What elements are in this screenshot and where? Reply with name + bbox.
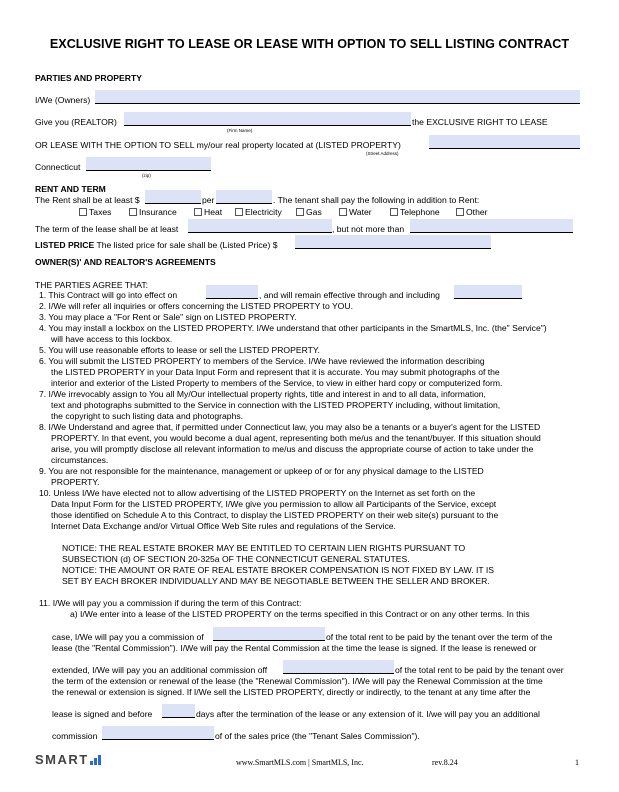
agreements-heading: OWNER(S)' AND REALTOR'S AGREEMENTS [35, 257, 216, 267]
heat-checkbox[interactable]: Heat [194, 207, 222, 217]
sale-days-field[interactable] [162, 704, 195, 718]
tenant-sales-label: commission [52, 731, 98, 741]
owners-label: I/We (Owners) [35, 95, 91, 105]
listed-property-field[interactable] [429, 135, 580, 149]
footer-website: www.SmartMLS.com | SmartMLS, Inc. [236, 758, 364, 767]
gas-checkbox[interactable]: Gas [296, 207, 322, 217]
item-7-text: 7. I/We irrevocably assign to You all My/Our intellectual property rights, title and interest in and to all data, information, [39, 389, 486, 399]
tenant-sales-text: of of the sales price (the "Tenant Sales Commission"). [215, 731, 420, 741]
listed-price-field[interactable] [295, 235, 491, 249]
tenant-sales-commission-field[interactable] [102, 726, 214, 740]
item-8-text: 8. I/We Understand and agree that, if permitted under Connecticut law, you may also be a tenants or a buyer's agent for the LISTED [39, 422, 541, 432]
item-8-cont-1: PROPERTY. In that event, you would become a dual agent, representing both me/us and the tenant/buyer. If this situation should [51, 433, 541, 443]
zip-field[interactable] [86, 157, 211, 171]
rent-period-field[interactable] [216, 190, 272, 204]
item-10-cont-2: those identified on Schedule A to this Contract, to display the LISTED PROPERTY on their web site(s) pursuant to the [51, 510, 499, 520]
parties-agree-text: THE PARTIES AGREE THAT: [35, 280, 149, 290]
electricity-checkbox[interactable]: Electricity [235, 207, 282, 217]
item-8-cont-2: arise, you will promptly disclose all relevant information to me/us and discuss the appropriate course of action to take under the [51, 444, 534, 454]
logo-bars-icon [89, 752, 101, 767]
checkbox-icon [339, 208, 347, 216]
item-4-cont: will have access to this lockbox. [51, 334, 173, 344]
checkbox-icon [296, 208, 304, 216]
renewal-commission-field[interactable] [283, 660, 394, 674]
rent-label: The Rent shall be at least $ [35, 195, 140, 205]
item-7-cont-1: text and photographs submitted to the Service in connection with the LISTED PROPERTY including, without limitation, [51, 400, 501, 410]
item-1-text: 1. This Contract will go into effect on [39, 290, 178, 300]
notice-line-1: NOTICE: THE REAL ESTATE BROKER MAY BE ENTITLED TO CERTAIN LIEN RIGHTS PURSUANT TO [62, 543, 466, 553]
term-max-label: , but not more than [332, 224, 405, 234]
renewal-commission-cont-1: the term of the extension or renewal of the lease (the "Renewal Commission"). I/We will pay the Renewal Commission at the time [52, 676, 543, 686]
checkbox-icon [390, 208, 398, 216]
item-3-text: 3. You may place a "For Rent or Sale" sign on LISTED PROPERTY. [39, 312, 297, 322]
other-checkbox[interactable]: Other [456, 207, 488, 217]
sale-days-text: days after the termination of the lease or any extension of it. I/we will pay you an additional [196, 709, 540, 719]
rent-per-label: per [202, 195, 215, 205]
renewal-commission-label: extended, I/We will pay you an additional commission off [52, 665, 268, 675]
realtor-field[interactable] [124, 112, 411, 126]
checkbox-icon [194, 208, 202, 216]
item-9-cont: PROPERTY. [51, 477, 100, 487]
end-date-field[interactable] [454, 285, 522, 299]
term-min-field[interactable] [188, 219, 332, 233]
notice-line-2: SUBSECTION (d) OF SECTION 20-325a OF THE CONNECTICUT GENERAL STATUTES. [62, 554, 410, 564]
item-9-text: 9. You are not responsible for the maintenance, management or upkeep of or for any physical damage to the LISTED [39, 466, 484, 476]
item-2-text: 2. I/We will refer all inquiries or offers concerning the LISTED PROPERTY to YOU. [39, 301, 353, 311]
realtor-label: Give you (REALTOR) [35, 117, 117, 127]
item-10-cont-1: Data Input Form for the LISTED PROPERTY, I/We give you permission to allow all Participants of the Service, except [51, 499, 497, 509]
effective-date-field[interactable] [206, 285, 258, 299]
smart-logo: SMART [35, 755, 101, 765]
water-checkbox[interactable]: Water [339, 207, 372, 217]
rental-commission-field[interactable] [213, 627, 325, 641]
taxes-checkbox[interactable]: Taxes [79, 207, 111, 217]
item-7-cont-2: the copyright to such listing data and photographs. [51, 411, 244, 421]
item-5-text: 5. You will use reasonable efforts to lease or sell the LISTED PROPERTY. [39, 345, 320, 355]
footer-revision: rev.8.24 [432, 758, 458, 767]
owners-field[interactable] [95, 90, 580, 104]
rent-additional-label: . The tenant shall pay the following in addition to Rent: [273, 195, 480, 205]
document-title: EXCLUSIVE RIGHT TO LEASE OR LEASE WITH OPTION TO SELL LISTING CONTRACT [49, 37, 570, 51]
rental-commission-label: case, I/We will pay you a commission of [52, 632, 204, 642]
street-caption: (Street Address) [366, 151, 399, 156]
telephone-checkbox[interactable]: Telephone [390, 207, 440, 217]
option-to-sell-text: OR LEASE WITH THE OPTION TO SELL my/our real property located at (LISTED PROPERTY) [35, 140, 401, 150]
rental-commission-text: of the total rent to be paid by the tenant over the term of the [326, 632, 553, 642]
notice-line-3: NOTICE: THE AMOUNT OR RATE OF REAL ESTATE BROKER COMPENSATION IS NOT FIXED BY LAW. IT IS [62, 565, 494, 575]
firm-name-caption: (Firm Name) [227, 128, 253, 133]
renewal-commission-text: of the total rent to be paid by the tenant over [395, 665, 564, 675]
checkbox-icon [129, 208, 137, 216]
item-10-text: 10. Unless I/We have elected not to allow advertising of the LISTED PROPERTY on the Internet as set forth on the [39, 488, 476, 498]
item-10-cont-3: Internet Data Exchange and/or Virtual Office Web Site rules and regulations of the Service. [51, 521, 396, 531]
checkbox-icon [456, 208, 464, 216]
checkbox-icon [79, 208, 87, 216]
insurance-checkbox[interactable]: Insurance [129, 207, 177, 217]
exclusive-right-text: the EXCLUSIVE RIGHT TO LEASE [412, 117, 548, 127]
item-8-cont-3: circumstances. [51, 455, 109, 465]
item-11a-text: a) I/We enter into a lease of the LISTED PROPERTY on the terms specified in this Contract or on any other terms. In this [70, 609, 530, 619]
notice-line-4: SET BY EACH BROKER INDIVIDUALLY AND MAY BE NEGOTIABLE BETWEEN THE SELLER AND BROKER. [62, 576, 490, 586]
item-4-text: 4. You may install a lockbox on the LISTED PROPERTY. I/We understand that other participants in the SmartMLS, Inc. (the" Service") [39, 323, 547, 333]
rental-commission-cont: lease (the "Rental Commission"). I/We will pay the Rental Commission at the time the lease is signed. If the lease is renewed or [52, 643, 537, 653]
parties-heading: PARTIES AND PROPERTY [35, 73, 142, 83]
term-label: The term of the lease shall be at least [35, 224, 179, 234]
term-max-field[interactable] [410, 219, 573, 233]
item-6-cont-2: interior and exterior of the Listed Property to members of the Service, to view in either hard copy or computerized form. [51, 378, 503, 388]
listed-price-label: LISTED PRICE The listed price for sale shall be (Listed Price) $ [35, 240, 278, 250]
connecticut-label: Connecticut [35, 162, 81, 172]
zip-caption: (zip) [142, 173, 151, 178]
page-number: 1 [575, 758, 579, 767]
item-1-through-text: , and will remain effective through and including [259, 290, 440, 300]
rent-amount-field[interactable] [145, 190, 201, 204]
checkbox-icon [235, 208, 243, 216]
sale-days-label: lease is signed and before [52, 709, 153, 719]
renewal-commission-cont-2: the renewal or extension is signed. If I/We sell the LISTED PROPERTY, directly or indirectly, to the tenant at any time after the [52, 687, 531, 697]
item-6-cont-1: the LISTED PROPERTY in your Data Input Form and represent that it is accurate. You may submit photographs of the [51, 367, 500, 377]
rent-heading: RENT AND TERM [35, 184, 106, 194]
item-6-text: 6. You will submit the LISTED PROPERTY to members of the Service. I/We have reviewed the information describing [39, 356, 485, 366]
item-11-text: 11. I/We will pay you a commission if during the term of this Contract: [39, 598, 302, 608]
